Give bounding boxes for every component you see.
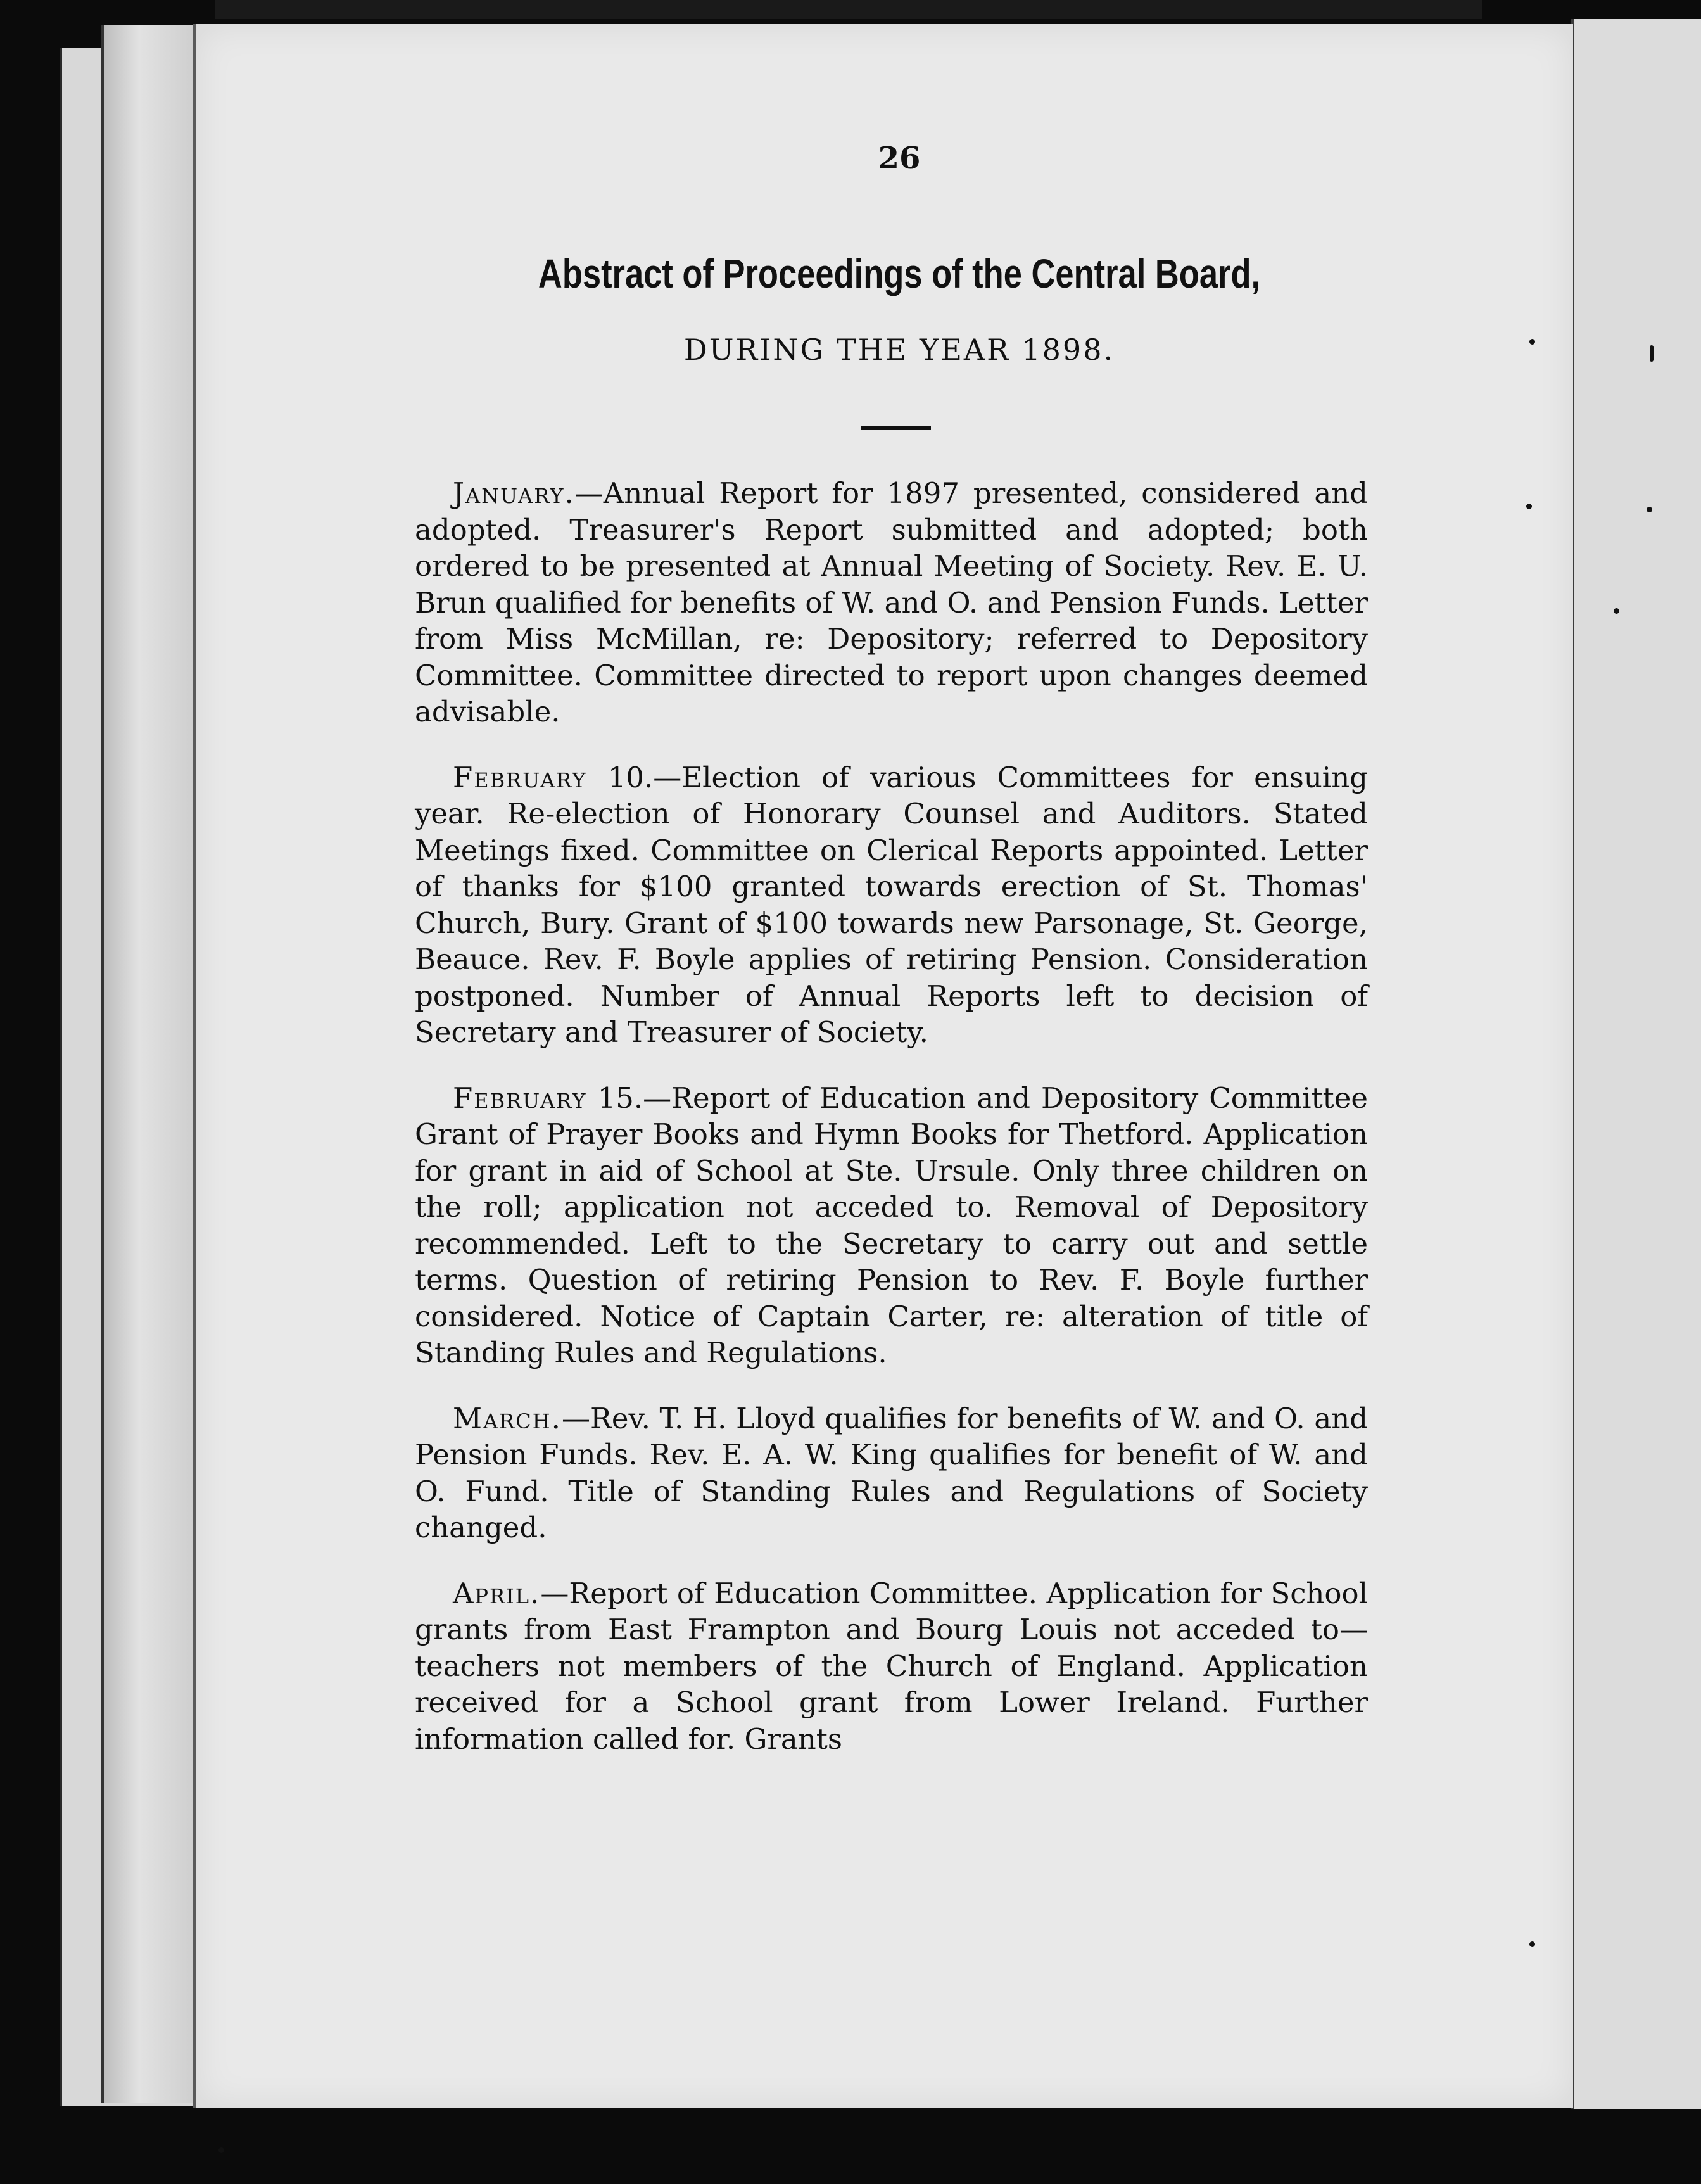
speck xyxy=(1529,1941,1535,1947)
entry-text: —Annual Report for 1897 presented, considered and adopted. Treasurer's Report submitted and adopted; both ordered to be presented at Annual Meeting of Society. Rev. E. U. Brun qualified for benefits of W. and O. and Pension Funds. Letter from Miss McMillan, re: Depository; referred to Depository Committee. Committee directed to report upon changes deemed advisable. xyxy=(415,476,1368,728)
page-subtitle: DURING THE YEAR 1898. xyxy=(683,333,1115,367)
entry-february-15 xyxy=(415,1080,1368,1371)
page-number: 26 xyxy=(878,141,921,176)
entry-lead: March. xyxy=(453,1401,562,1435)
entry-text: —Rev. T. H. Lloyd qualifies for benefits of W. and O. and Pension Funds. Rev. E. A. W. King qualifies for benefit of W. and O. Fund. Title of Standing Rules and Regulations of Society changed. xyxy=(415,1401,1368,1544)
scan-top-edge xyxy=(215,0,1482,19)
entry-text: —Report of Education Committee. Application for School grants from East Frampton and Bourg Louis not acceded to—teachers not members of the Church of England. Application received for a School grant from Lower Ireland. Further information called for. Grants xyxy=(415,1576,1368,1756)
entry-lead: April. xyxy=(453,1576,541,1610)
entry-april xyxy=(415,1575,1368,1758)
speck xyxy=(1529,339,1535,345)
entry-lead: February xyxy=(453,1081,587,1115)
entry-lead: January. xyxy=(453,476,575,510)
entry-text: 15.—Report of Education and Depository Committee Grant of Prayer Books and Hymn Books for Thetford. Application for grant in aid of School at Ste. Ursule. Only three children on the roll; application not acceded to. Removal of Depository recommended. Left to the Secretary to carry out and settle terms. Question of retiring Pension to Rev. F. Boyle further considered. Notice of Captain Carter, re: alteration of title of Standing Rules and Regulations. xyxy=(415,1081,1368,1369)
speck xyxy=(1526,504,1532,509)
speck xyxy=(1614,608,1619,614)
speck xyxy=(1647,507,1652,512)
entry-february-10 xyxy=(415,759,1368,1051)
page-title: Abstract of Proceedings of the Central Board, xyxy=(538,251,1261,296)
entry-text: 10.—Election of various Committees for ensuing year. Re-election of Honorary Counsel and Auditors. Stated Meetings fixed. Committee on Clerical Reports appointed. Letter of thanks for $100 granted towards erection of St. Thomas' Church, Bury. Grant of $100 towards new Parsonage, St. George, Beauce. Rev. F. Boyle applies of retiring Pension. Consideration postponed. Number of Annual Reports left to decision of Secretary and Treasurer of Society. xyxy=(415,760,1368,1049)
title-divider xyxy=(861,426,931,430)
speck xyxy=(1650,345,1654,362)
entry-january xyxy=(415,475,1368,730)
proceedings-body xyxy=(415,475,1368,1786)
entry-march xyxy=(415,1400,1368,1546)
entry-lead: February xyxy=(453,760,587,794)
speck xyxy=(218,2147,224,2153)
